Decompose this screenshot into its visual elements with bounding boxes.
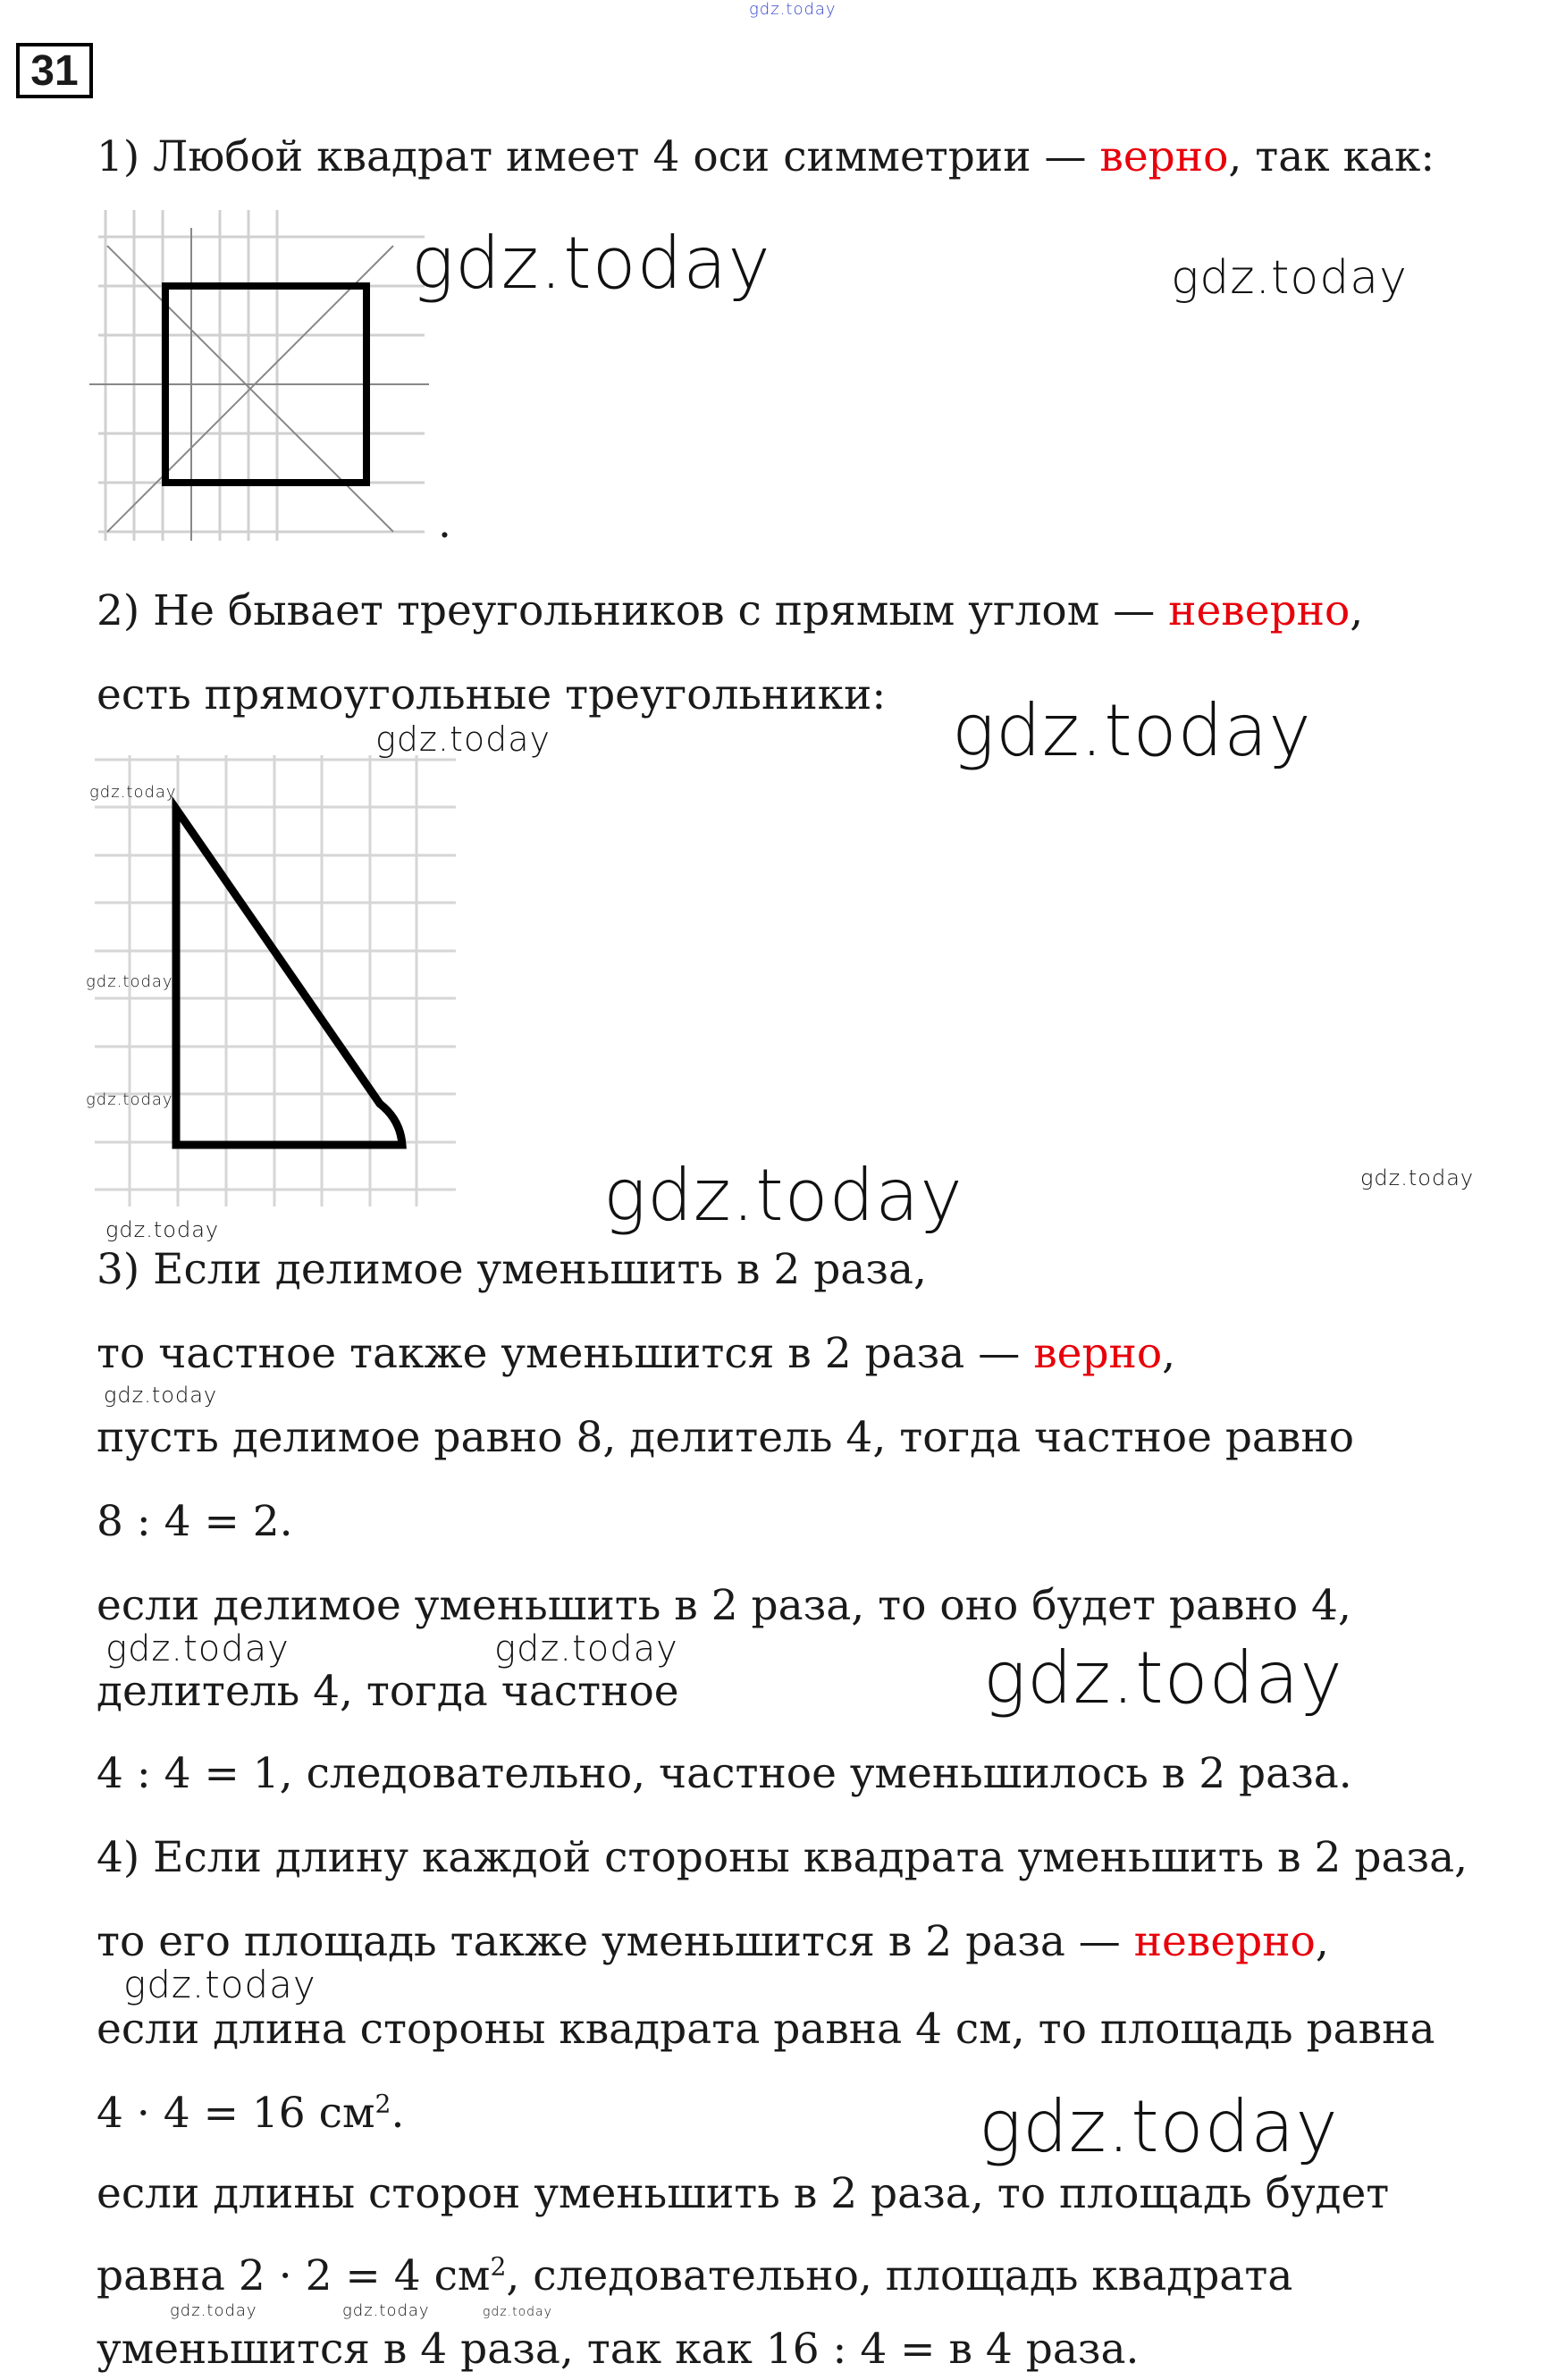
watermark: gdz.today (983, 1636, 1343, 1720)
item-4-a: 4) Если длину каждой стороны квадрата уменьшить в 2 раза, (97, 1833, 1468, 1882)
verdict: верно (1099, 132, 1229, 181)
verdict: неверно (1133, 1917, 1316, 1966)
item-4-b (97, 1919, 1329, 1965)
item-3-a: 3) Если делимое уменьшить в 2 раза, (97, 1245, 927, 1294)
watermark: gdz.today (123, 1963, 316, 2006)
watermark: gdz.today (104, 1383, 218, 1408)
item-4-g: уменьшится в 4 раза, так как 16 : 4 = в 4 раза. (97, 2325, 1140, 2374)
item-3-f: делитель 4, тогда частное (97, 1667, 679, 1716)
item-3-d: 8 : 4 = 2. (97, 1497, 293, 1546)
text: то его площадь также уменьшится в 2 раза — (97, 1917, 1134, 1966)
item-3-c: пусть делимое равно 8, делитель 4, тогда частное равно (97, 1413, 1355, 1462)
text: , (1315, 1917, 1329, 1966)
watermark: gdz.today (86, 1090, 173, 1109)
task-number: 31 (16, 43, 93, 98)
watermark: gdz.today (1171, 251, 1408, 305)
watermark: gdz.today (105, 1628, 290, 1669)
verdict: неверно (1168, 586, 1350, 635)
verdict: верно (1033, 1329, 1163, 1378)
watermark: gdz.today (105, 1217, 220, 1242)
watermark: gdz.today (494, 1628, 678, 1669)
period: . (438, 499, 451, 548)
watermark: gdz.today (603, 1154, 963, 1237)
item-1 (97, 134, 1435, 181)
watermark: gdz.today (375, 719, 551, 759)
watermark: gdz.today (979, 2085, 1339, 2168)
item-4-f (97, 2253, 1292, 2300)
watermark: gdz.today (749, 0, 837, 19)
text: 4 · 4 = 16 см (97, 2089, 375, 2138)
text: 2) Не бывает треугольников с прямым углом — (97, 586, 1169, 635)
square-symmetry-figure (89, 210, 447, 545)
text: то частное также уменьшится в 2 раза — (97, 1329, 1034, 1378)
watermark: gdz.today (1360, 1165, 1475, 1190)
watermark: gdz.today (952, 689, 1312, 772)
text: равна 2 · 2 = 4 см (97, 2251, 491, 2300)
watermark: gdz.today (170, 2301, 257, 2320)
watermark: gdz.today (411, 222, 771, 305)
item-2-b: есть прямоугольные треугольники: (97, 670, 887, 719)
text: . (391, 2089, 405, 2138)
text: 1) Любой квадрат имеет 4 оси симметрии — (97, 132, 1100, 181)
item-2 (97, 588, 1363, 635)
watermark: gdz.today (86, 972, 173, 991)
item-4-e: если длины сторон уменьшить в 2 раза, то площадь будет (97, 2169, 1390, 2218)
superscript: 2 (374, 2089, 391, 2119)
item-4-d (97, 2090, 404, 2137)
superscript: 2 (490, 2251, 507, 2282)
text: , следовательно, площадь квадрата (506, 2251, 1293, 2300)
watermark: gdz.today (483, 2305, 552, 2319)
watermark: gdz.today (89, 783, 177, 802)
item-3-e: если делимое уменьшить в 2 раза, то оно будет равно 4, (97, 1581, 1351, 1630)
text: , так как: (1228, 132, 1435, 181)
text: , (1350, 586, 1364, 635)
item-4-c: если длина стороны квадрата равна 4 см, то площадь равна (97, 2005, 1435, 2054)
watermark: gdz.today (342, 2301, 430, 2320)
text: , (1162, 1329, 1176, 1378)
item-3-g: 4 : 4 = 1, следовательно, частное уменьшилось в 2 раза. (97, 1749, 1352, 1798)
item-3-b (97, 1331, 1175, 1377)
